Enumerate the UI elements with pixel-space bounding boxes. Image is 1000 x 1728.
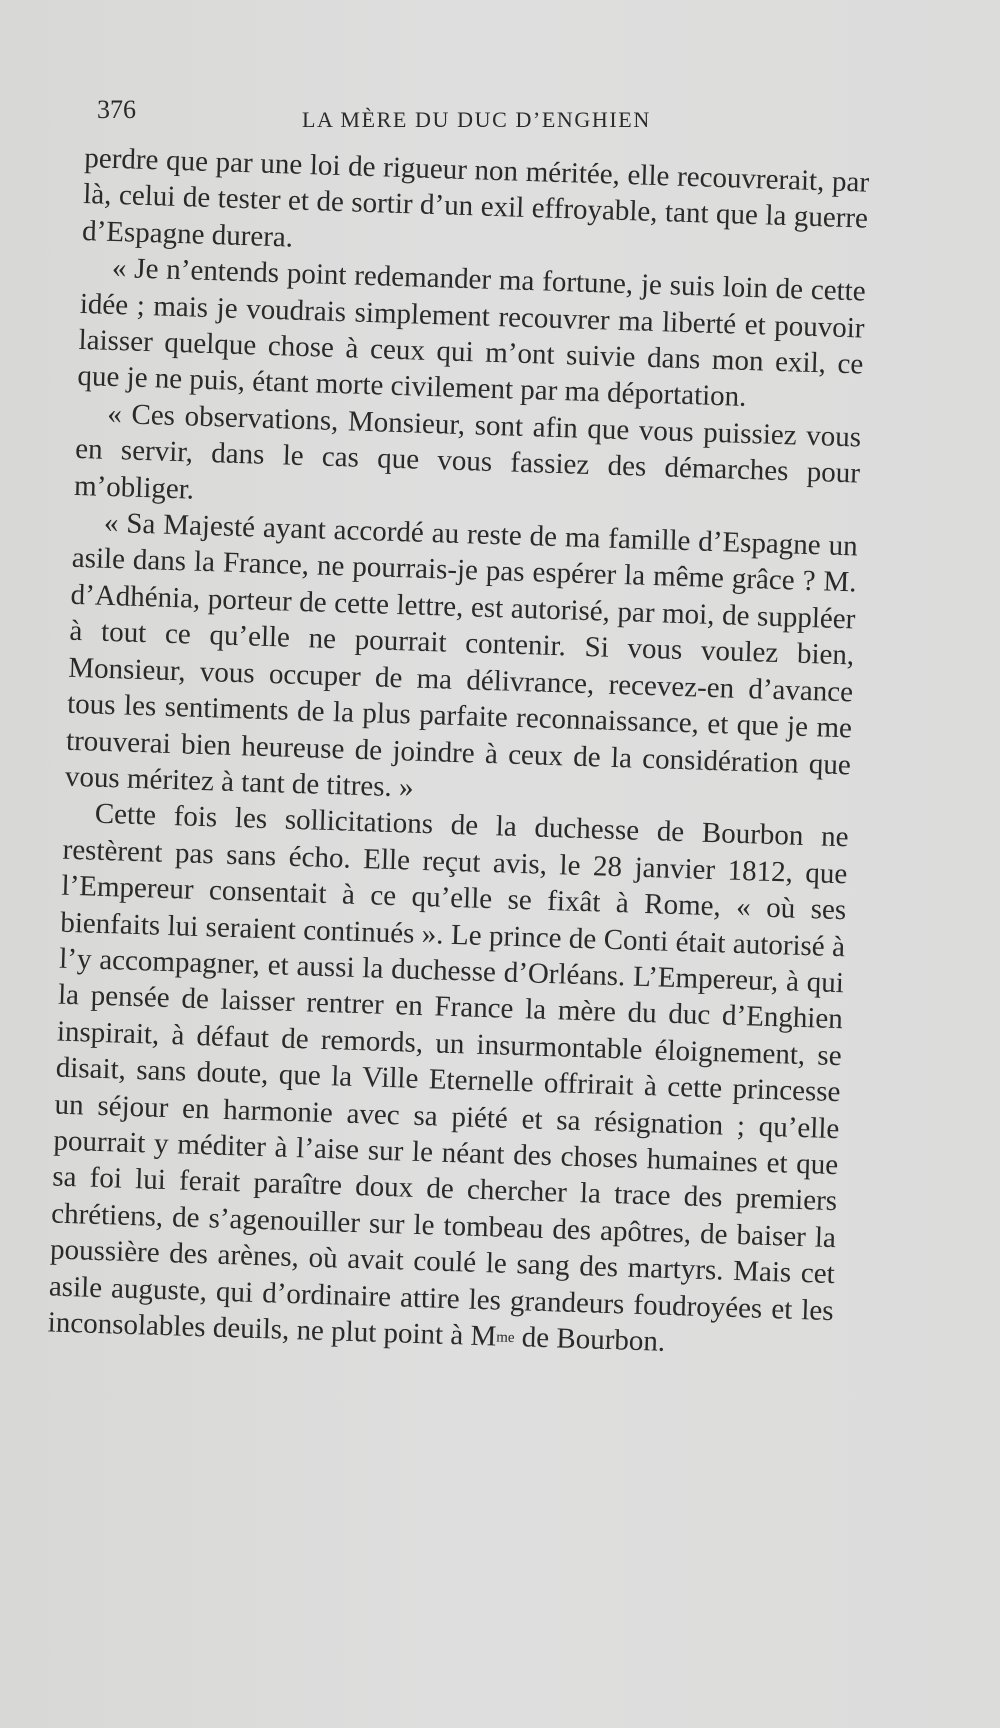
paragraph-text-end: de Bourbon. [514,1321,666,1358]
paragraph [47,795,849,1365]
body-text [47,140,869,1365]
page-header [97,95,697,132]
paragraph: « Ces observations, Monsieur, sont afin que vous puissiez vous en servir, dans le cas que vous fassiez des démarches pour m’obliger. [73,397,862,506]
running-title: LA MÈRE DU DUC D’ENGHIEN [302,107,651,132]
paragraph-continuation: perdre que par une loi de rigueur non méritée, elle recouvrerait, par là, celui de tester et de sortir d’un exil effroyable, tant que la guerre d’Espagne durera. [81,141,870,254]
paragraph: « Je n’entends point redemander ma fortune, je suis loin de cette idée ; mais je voudrais simplement recouvrer ma liberté et pouvoir laisser quelque chose à ceux qui m’ont suivie dans mon exil, ce que je ne puis, étant morte civilement par ma déportation. [77,252,867,414]
paragraph-text: Cette fois les sollicitations de la duchesse de Bourbon ne restèrent pas sans écho. Elle reçut avis, le 28 janvier 1812, que l’Empereur consentait à ce qu’elle se fixât à Rome, « où ses bienfaits lui seraient continués ». Le prince de Conti était autorisé à l’y accompagner, et aussi la duchesse d’Orléans. L’Empereur, à qui la pensée de laisser rentrer en France la mère du duc d’Enghien inspirait, à défaut de remords, un insurmontable éloignement, se disait, sans doute, que la Ville Eternelle offrirait à cette princesse un séjour en harmonie avec sa piété et sa résignation ; qu’elle pourrait y méditer à l’aise sur le néant des choses humaines et que sa foi lui ferait paraître doux de chercher la trace des premiers chrétiens, de s’agenouiller sur le tombeau des apôtres, de baiser la poussière des arènes, où avait coulé le sang des martyrs. Mais cet asile auguste, qui d’ordinaire attire les grandeurs foudroyées et les inconsolables deuils, ne plut point à M [47,797,849,1353]
superscript-abbreviation: me [495,1329,515,1347]
paragraph: « Sa Majesté ayant accordé au reste de ma famille d’Espagne un asile dans la France, ne pourrais-je pas espérer la même grâce ? M. d’Adhénia, porteur de cette lettre, est autorisé, par moi, de suppléer à tout ce qu’elle ne pourrait contenir. Si vous voulez bien, Monsieur, vous occuper de ma délivrance, recevez-en d’avance tous les sentiments de la plus parfaite reconnaissance, et que je me trouverai bien heureuse de joindre à ceux de la considération que vous méritez à tant de titres. » [64,506,859,804]
page-number: 376 [97,95,136,124]
